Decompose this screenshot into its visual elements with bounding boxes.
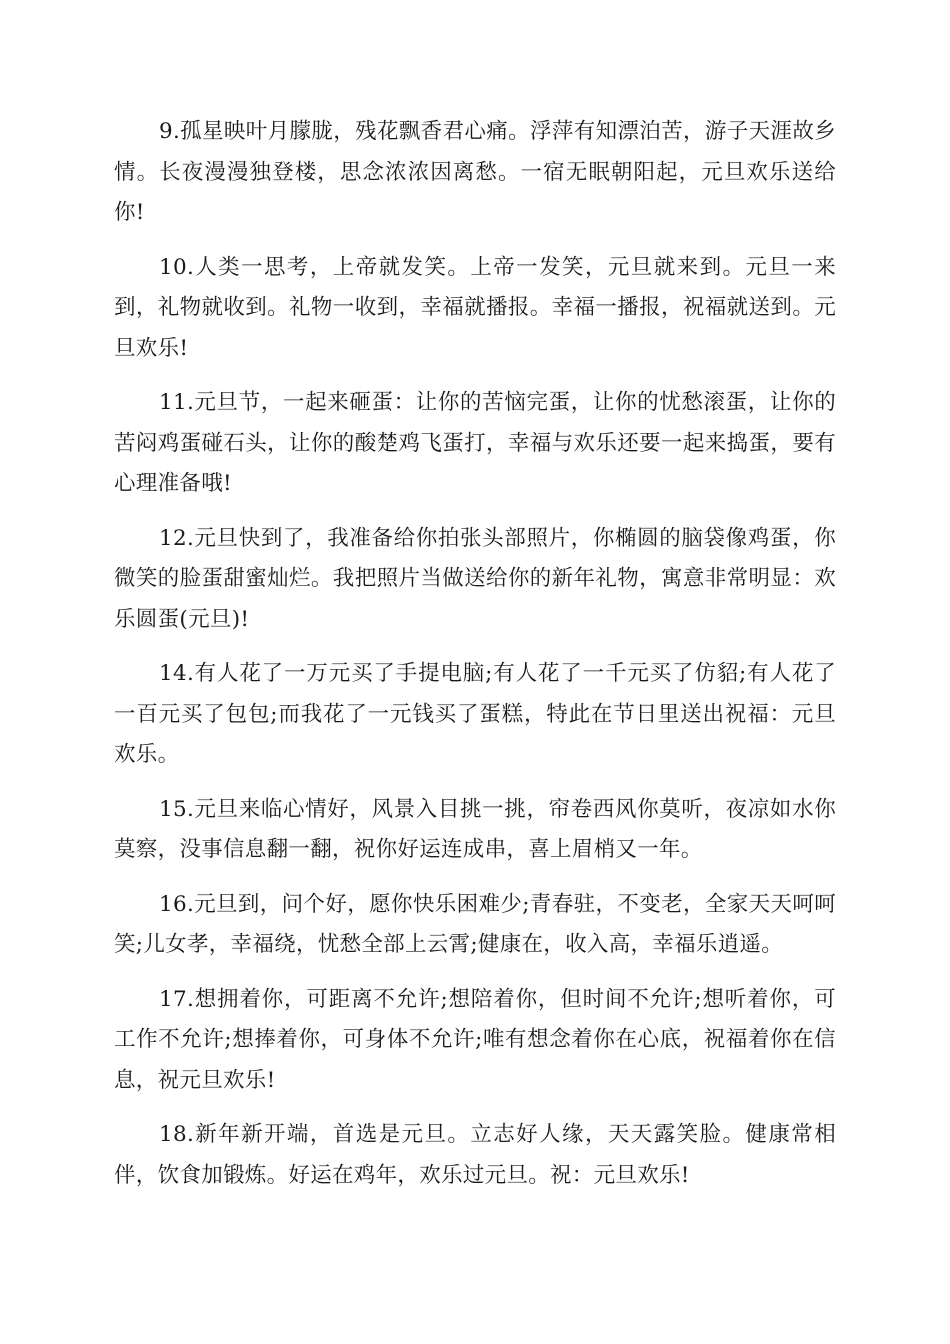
paragraph-18: 18.新年新开端，首选是元旦。立志好人缘，天天露笑脸。健康常相伴，饮食加锻炼。好运在鸡年，欢乐过元旦。祝：元旦欢乐! bbox=[114, 1122, 836, 1188]
paragraph-15: 15.元旦来临心情好，风景入目挑一挑，帘卷西风你莫听，夜凉如水你莫察，没事信息翻一翻，祝你好运连成串，喜上眉梢又一年。 bbox=[114, 796, 836, 862]
paragraph-17: 17.想拥着你，可距离不允许;想陪着你，但时间不允许;想听着你，可工作不允许;想捧着你，可身体不允许;唯有想念着你在心底，祝福着你在信息，祝元旦欢乐! bbox=[114, 986, 836, 1093]
paragraph-12: 12.元旦快到了，我准备给你拍张头部照片，你椭圆的脑袋像鸡蛋，你微笑的脸蛋甜蜜灿烂。我把照片当做送给你的新年礼物，寓意非常明显：欢乐圆蛋(元旦)! bbox=[114, 525, 836, 632]
paragraph-14: 14.有人花了一万元买了手提电脑;有人花了一千元买了仿貂;有人花了一百元买了包包;而我花了一元钱买了蛋糕，特此在节日里送出祝福：元旦欢乐。 bbox=[114, 661, 836, 767]
paragraph-10: 10.人类一思考，上帝就发笑。上帝一发笑，元旦就来到。元旦一来到，礼物就收到。礼物一收到，幸福就播报。幸福一播报，祝福就送到。元旦欢乐! bbox=[114, 254, 836, 361]
document-body bbox=[114, 112, 836, 1210]
paragraph-16: 16.元旦到，问个好，愿你快乐困难少;青春驻，不变老，全家天天呵呵笑;儿女孝，幸福绕，忧愁全部上云霄;健康在，收入高，幸福乐逍遥。 bbox=[114, 891, 836, 957]
paragraph-11: 11.元旦节，一起来砸蛋：让你的苦恼完蛋，让你的忧愁滚蛋，让你的苦闷鸡蛋碰石头，让你的酸楚鸡飞蛋打，幸福与欢乐还要一起来捣蛋，要有心理准备哦! bbox=[114, 390, 836, 496]
paragraph-9: 9.孤星映叶月朦胧，残花飘香君心痛。浮萍有知漂泊苦，游子天涯故乡情。长夜漫漫独登楼，思念浓浓因离愁。一宿无眠朝阳起，元旦欢乐送给你! bbox=[114, 119, 836, 225]
